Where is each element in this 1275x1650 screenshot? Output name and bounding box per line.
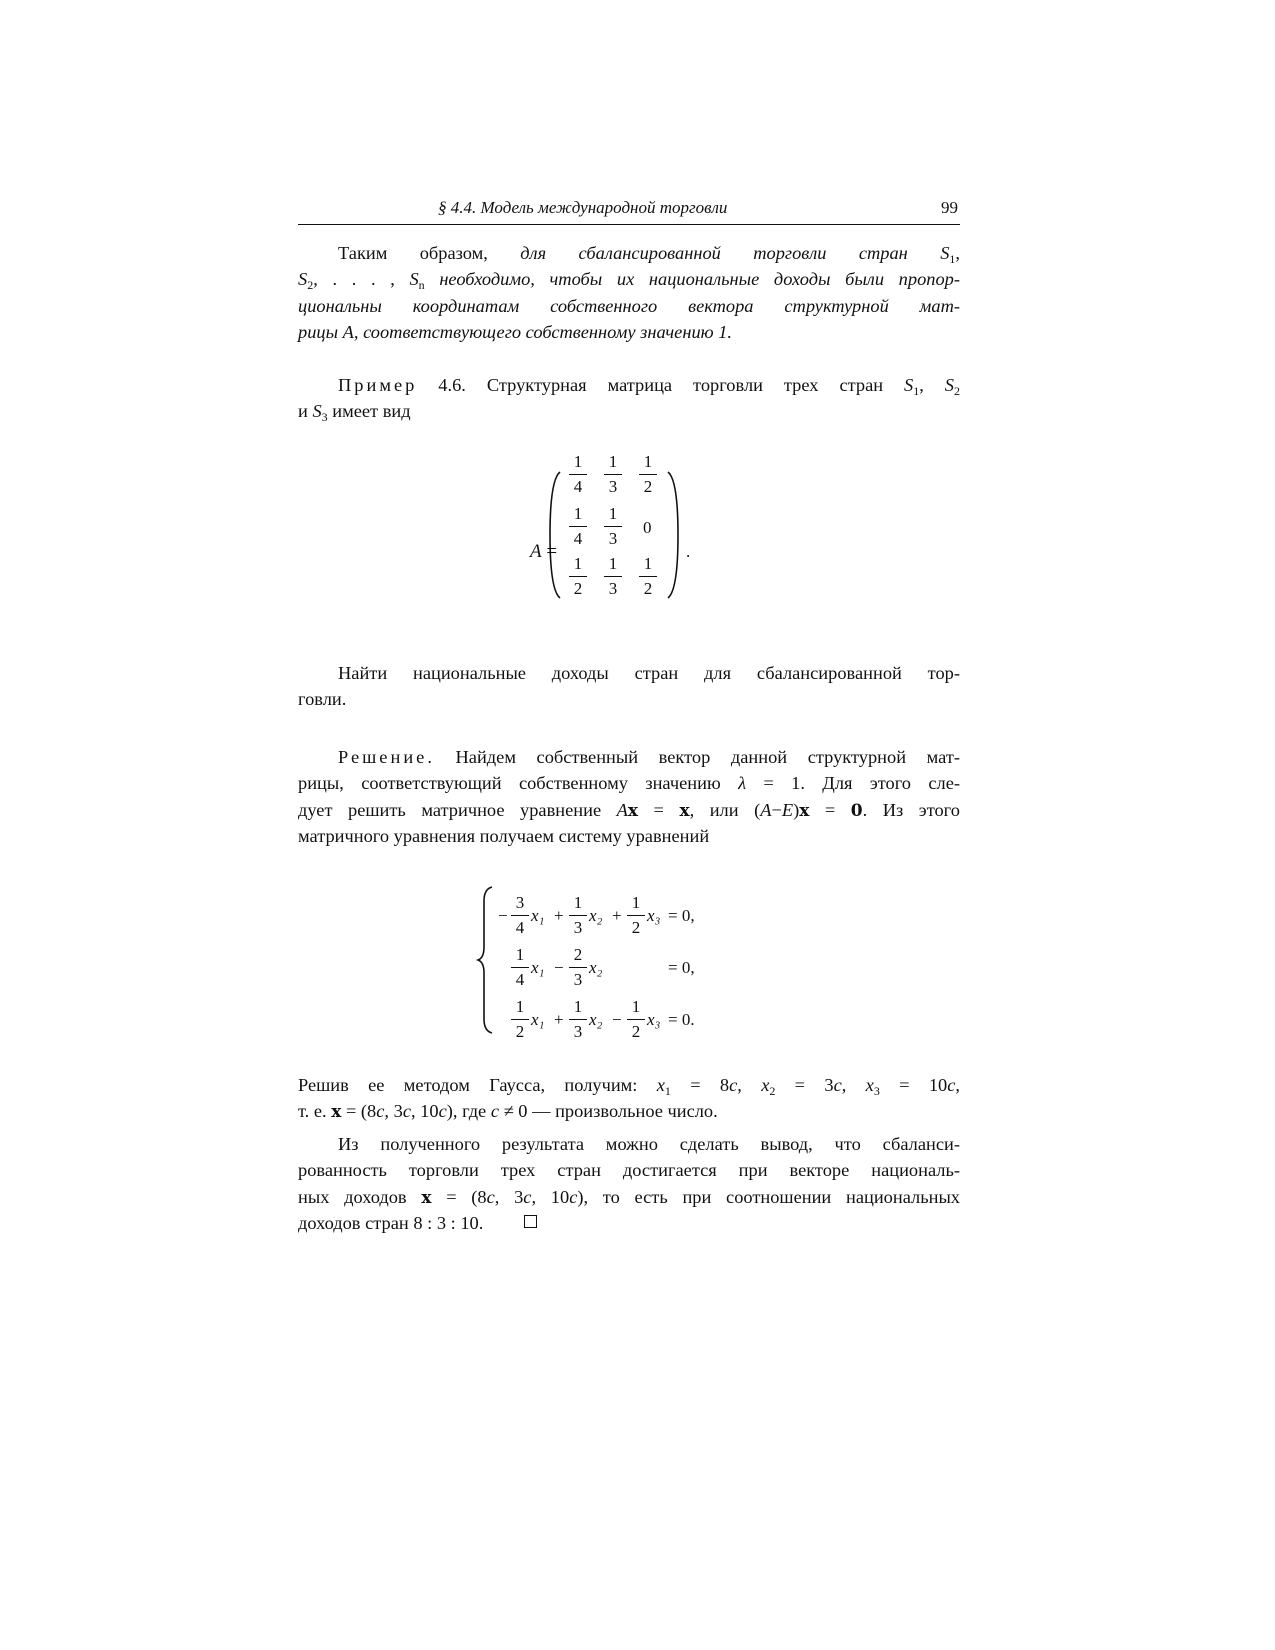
matrix-cell: 1 2 — [636, 554, 660, 599]
eq1-sign-3: + — [612, 906, 622, 925]
example-line-2: и $S_3$ имеет вид — [298, 401, 411, 425]
eq3-sign-3: − — [612, 1010, 622, 1029]
matrix-cell: 1 2 — [636, 452, 660, 497]
solution-line-2: рицы, соответствующий собственному значению λ = 1. Для этого сле- — [298, 773, 960, 794]
solution-line-1: Решение. Найдем собственный вектор данной структурной мат- — [338, 747, 960, 767]
matrix-cell: 1 4 — [566, 504, 590, 549]
result-line-2: т. е. x = (8c, 3c, 10c), где c ≠ 0 — произвольное число. — [298, 1101, 718, 1123]
page — [298, 0, 960, 1650]
matrix-cell: 0 — [643, 518, 652, 537]
solution-line-4: матричного уравнения получаем систему уравнений — [298, 826, 710, 847]
eq2-var-1: x₁ — [531, 958, 545, 977]
matrix-cell: 1 2 — [566, 554, 590, 599]
equation-system — [298, 893, 960, 1090]
left-paren — [548, 470, 562, 600]
conclusion-line-2: рованность торговли трех стран достигается при векторе националь- — [298, 1160, 960, 1181]
matrix-period: . — [686, 542, 691, 561]
eq1-frac-1: 3 4 — [508, 893, 532, 938]
structure-matrix — [298, 452, 960, 640]
example-paragraph — [298, 372, 960, 425]
matrix-cell: 1 4 — [566, 452, 590, 497]
intro-line-1: Таким образом, для сбалансированной торговли стран $S_1$, — [338, 243, 960, 266]
conclusion-paragraph — [298, 1131, 960, 1237]
result-line-1: Решив ее методом Гаусса, получим: $x_1 = 8c$, $x_2 = 3c$, $x_3 = 10c$, — [298, 1075, 961, 1098]
conclusion-line-3: ных доходов x = (8c, 3c, 10c), то есть при соотношении национальных — [298, 1186, 960, 1208]
eq2-frac-2: 2 3 — [566, 945, 590, 990]
result-paragraph — [298, 1072, 960, 1125]
task-line-1: Найти национальные доходы стран для сбалансированной тор- — [338, 663, 960, 683]
eq3-frac-2: 1 3 — [566, 997, 590, 1042]
eq1-frac-2: 1 3 — [566, 893, 590, 938]
eq2-rhs: = 0, — [668, 958, 695, 977]
solution-paragraph — [298, 744, 960, 850]
page-number: 99 — [941, 198, 958, 217]
matrix-cell: 1 3 — [601, 452, 625, 497]
example-label: Пример — [338, 375, 418, 395]
intro-line-4: рицы A, соответствующего собственному значению 1. — [298, 322, 733, 343]
task-line-2: говли. — [298, 689, 347, 710]
conclusion-line-4: доходов стран 8 : 3 : 10. — [298, 1213, 484, 1234]
eq1-var-1: x₁ — [531, 906, 545, 925]
intro-line-3: циональны координатам собственного вектора структурной мат- — [298, 295, 960, 316]
eq3-var-2: x₂ — [589, 1010, 603, 1029]
matrix-cell: 1 3 — [601, 554, 625, 599]
eq1-frac-3: 1 2 — [624, 893, 648, 938]
intro-line-2: $S_2$, . . . , $S_n$ необходимо, чтобы их национальные доходы были пропор- — [298, 269, 960, 293]
eq3-var-3: x₃ — [647, 1010, 661, 1029]
matrix-cell: 1 3 — [601, 504, 625, 549]
income-ratio: 8 : 3 : 10. — [413, 1213, 484, 1234]
running-head — [298, 198, 960, 225]
eq1-rhs: = 0, — [668, 906, 695, 925]
eq2-var-2: x₂ — [589, 958, 603, 977]
solution-label: Решение. — [338, 747, 435, 767]
eq2-sign-2: − — [554, 958, 564, 977]
eq3-frac-3: 1 2 — [624, 997, 648, 1042]
eq3-sign-2: + — [554, 1010, 564, 1029]
eq1-var-2: x₂ — [589, 906, 603, 925]
solution-line-3: дует решить матричное уравнение Ax = x, или (A−E)x = 0. Из этого — [298, 799, 960, 821]
eq3-rhs: = 0. — [668, 1010, 695, 1029]
matrix-lhs: A = — [530, 541, 558, 562]
intro-paragraph — [298, 240, 960, 346]
eq1-sign-2: + — [554, 906, 564, 925]
eq1-var-3: x₃ — [647, 906, 661, 925]
eq3-frac-1: 1 2 — [508, 997, 532, 1042]
running-title: § 4.4. Модель международной торговли — [438, 198, 728, 217]
right-paren — [666, 470, 680, 600]
left-brace — [476, 885, 496, 1035]
eq2-frac-1: 1 4 — [508, 945, 532, 990]
conclusion-line-1: Из полученного результата можно сделать вывод, что сбаланси- — [338, 1134, 960, 1154]
eq1-sign-1: − — [498, 906, 508, 925]
qed-square-icon — [524, 1215, 537, 1228]
task-paragraph — [298, 660, 960, 713]
eq3-var-1: x₁ — [531, 1010, 545, 1029]
example-line-1: Пример 4.6. Структурная матрица торговли трех стран $S_1$, $S_2$ — [338, 375, 960, 398]
